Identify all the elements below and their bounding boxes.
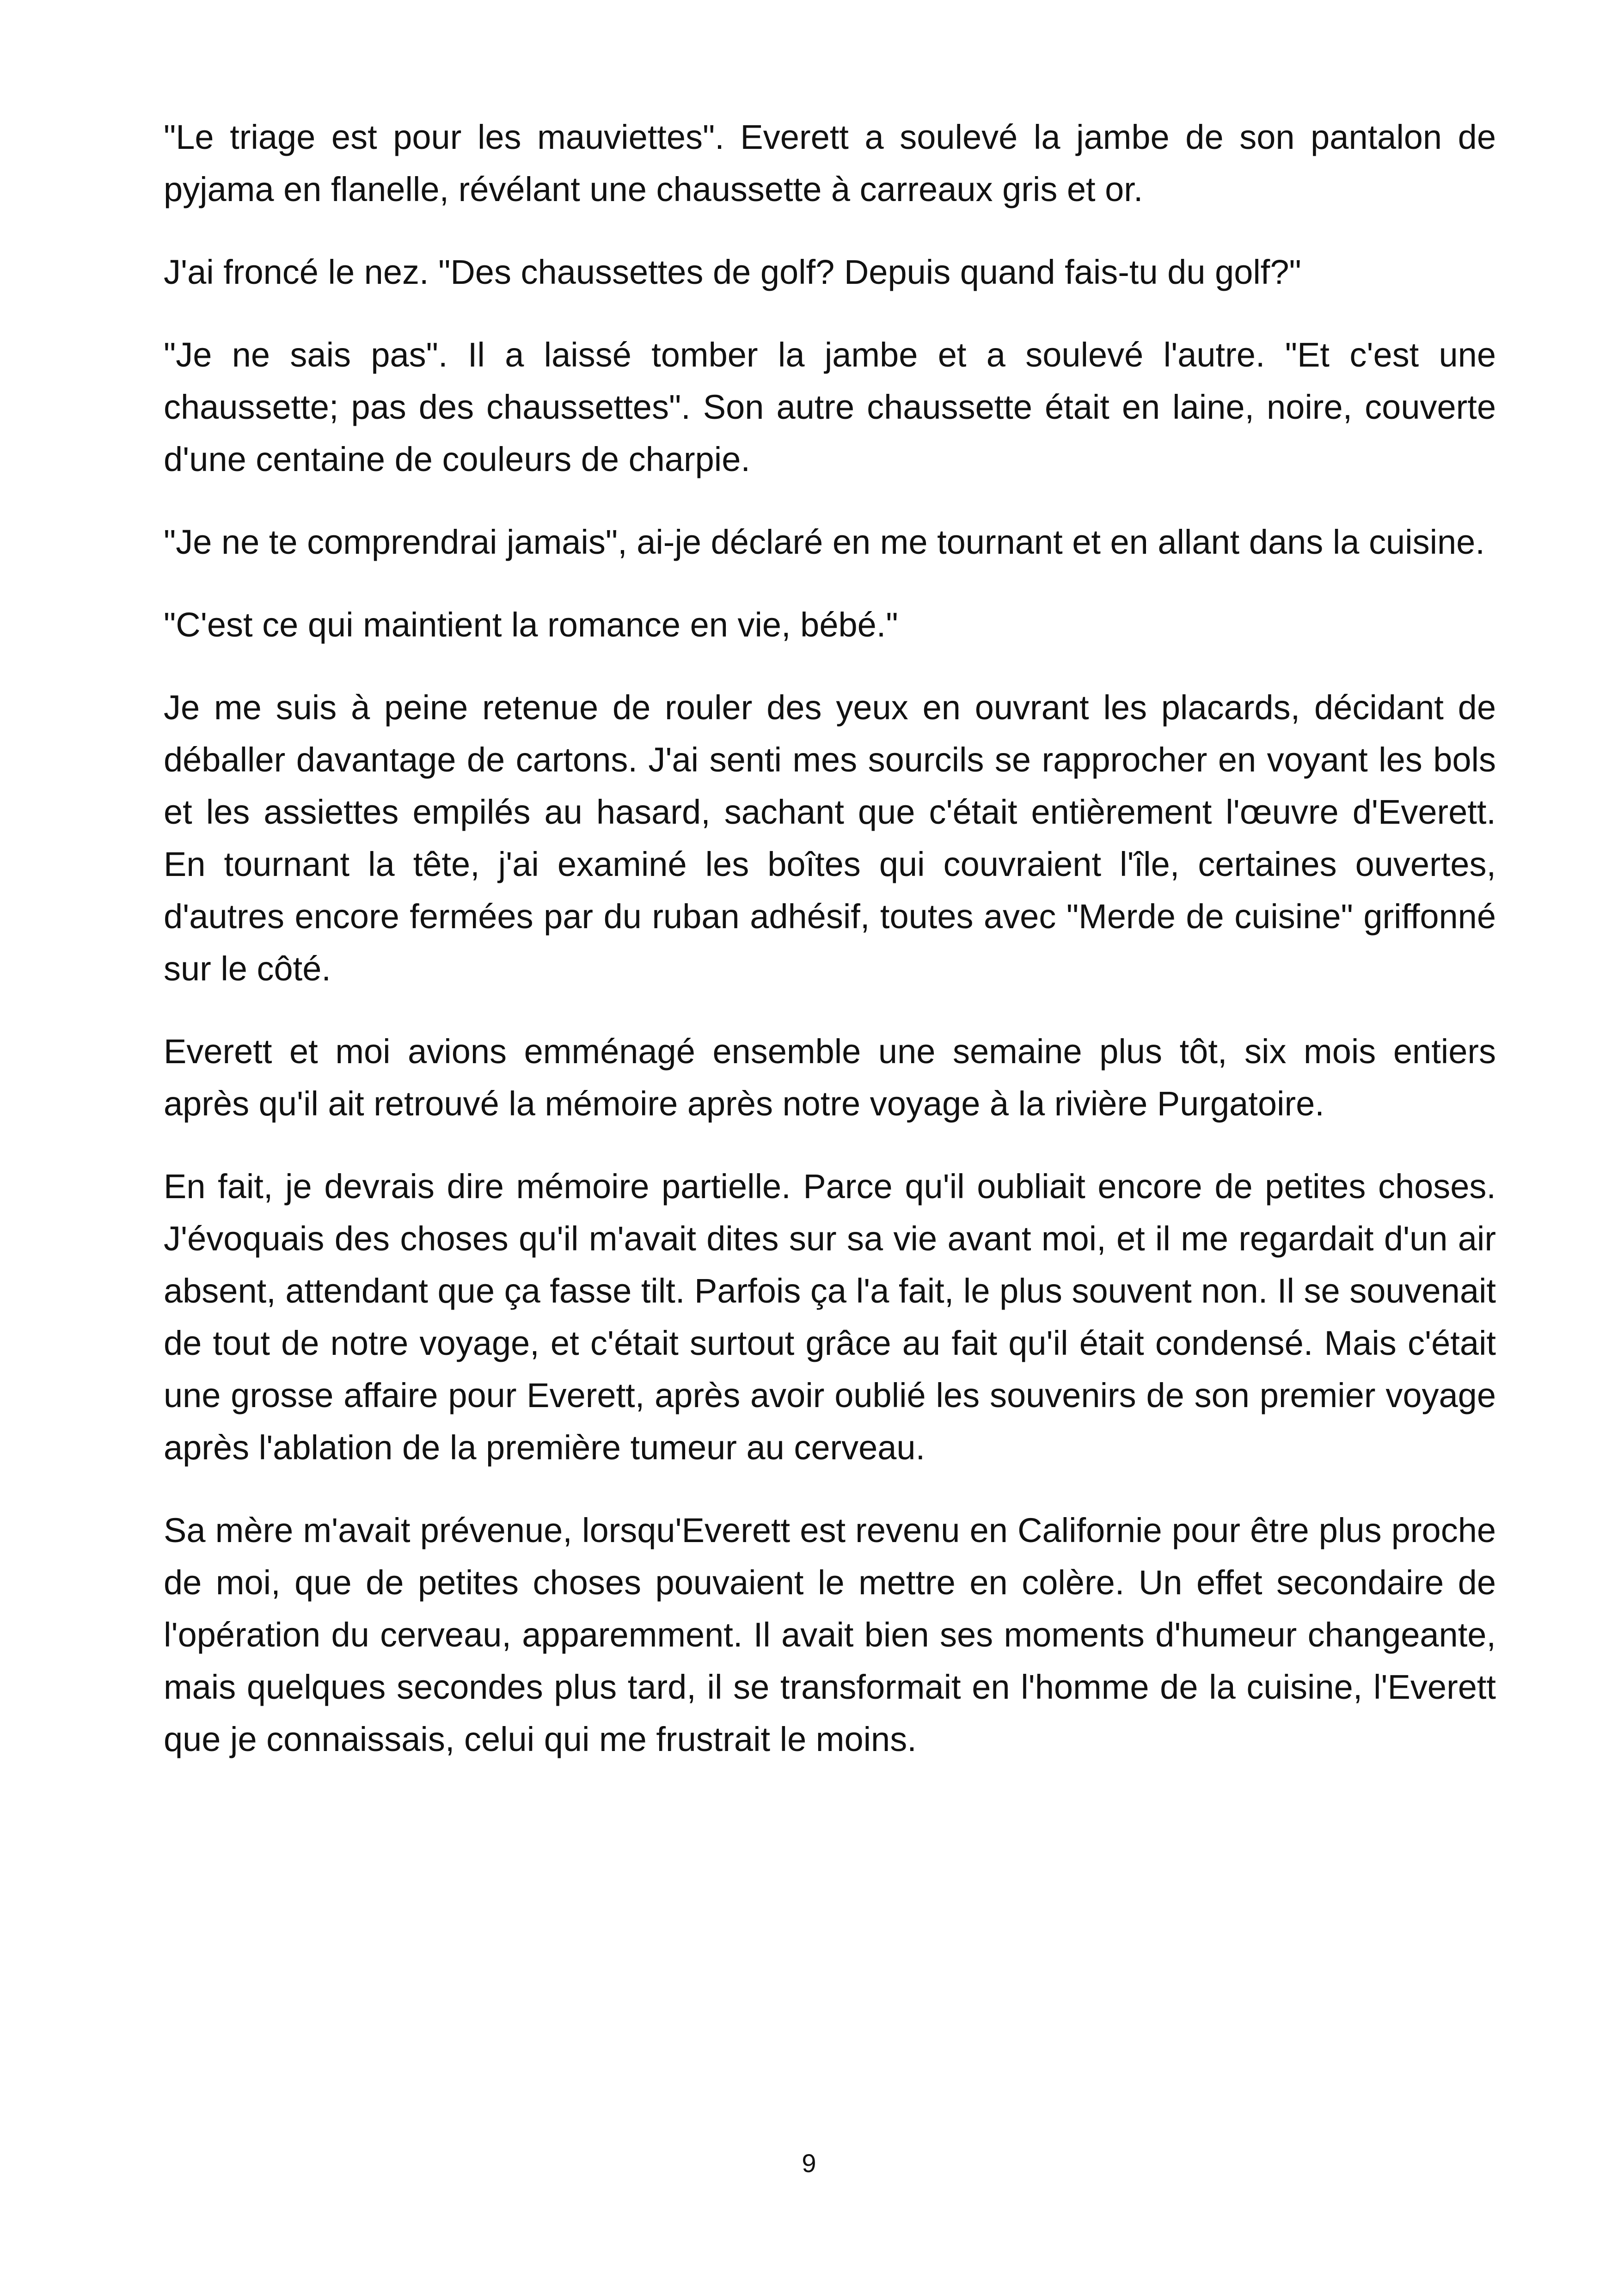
paragraph-9: Sa mère m'avait prévenue, lorsqu'Everett est revenu en Californie pour être plus proche de moi, que de petites choses pouvaient le mettre en colère. Un effet secondaire de l'opération du cerveau, apparemment. Il avait bien ses moments d'humeur changeante, mais quelques secondes plus tard, il se transformait en l'homme de la cuisine, l'Everett que je connaissais, celui qui me frustrait le moins. xyxy=(164,1511,1496,1758)
paragraph-2: J'ai froncé le nez. "Des chaussettes de golf? Depuis quand fais-tu du golf?" xyxy=(164,253,1301,291)
paragraph-8: En fait, je devrais dire mémoire partielle. Parce qu'il oubliait encore de petites choses. J'évoquais des choses qu'il m'avait dites sur sa vie avant moi, et il me regardait d'un air absent, attendant que ça fasse tilt. Parfois ça l'a fait, le plus souvent non. Il se souvenait de tout de notre voyage, et c'était surtout grâce au fait qu'il était condensé. Mais c'était une grosse affaire pour Everett, après avoir oublié les souvenirs de son premier voyage après l'ablation de la première tumeur au cerveau. xyxy=(164,1167,1496,1467)
paragraph-3: "Je ne sais pas". Il a laissé tomber la jambe et a soulevé l'autre. "Et c'est une chaussette; pas des chaussettes". Son autre chaussette était en laine, noire, couverte d'une centaine de couleurs de charpie. xyxy=(164,336,1496,478)
page-number: 9 xyxy=(802,2149,816,2178)
paragraph-1: "Le triage est pour les mauviettes". Everett a soulevé la jambe de son pantalon de pyjama en flanelle, révélant une chaussette à carreaux gris et or. xyxy=(164,118,1496,208)
paragraph-4: "Je ne te comprendrai jamais", ai-je déclaré en me tournant et en allant dans la cuisine. xyxy=(164,523,1485,561)
paragraph-6: Je me suis à peine retenue de rouler des yeux en ouvrant les placards, décidant de déballer davantage de cartons. J'ai senti mes sourcils se rapprocher en voyant les bols et les assiettes empilés au hasard, sachant que c'était entièrement l'œuvre d'Everett. En tournant la tête, j'ai examiné les boîtes qui couvraient l'île, certaines ouvertes, d'autres encore fermées par du ruban adhésif, toutes avec "Merde de cuisine" griffonné sur le côté. xyxy=(164,688,1496,988)
paragraph-5: "C'est ce qui maintient la romance en vie, bébé." xyxy=(164,606,898,644)
body-text xyxy=(164,111,1496,1796)
paragraph-7: Everett et moi avions emménagé ensemble une semaine plus tôt, six mois entiers après qu'il ait retrouvé la mémoire après notre voyage à la rivière Purgatoire. xyxy=(164,1032,1496,1123)
